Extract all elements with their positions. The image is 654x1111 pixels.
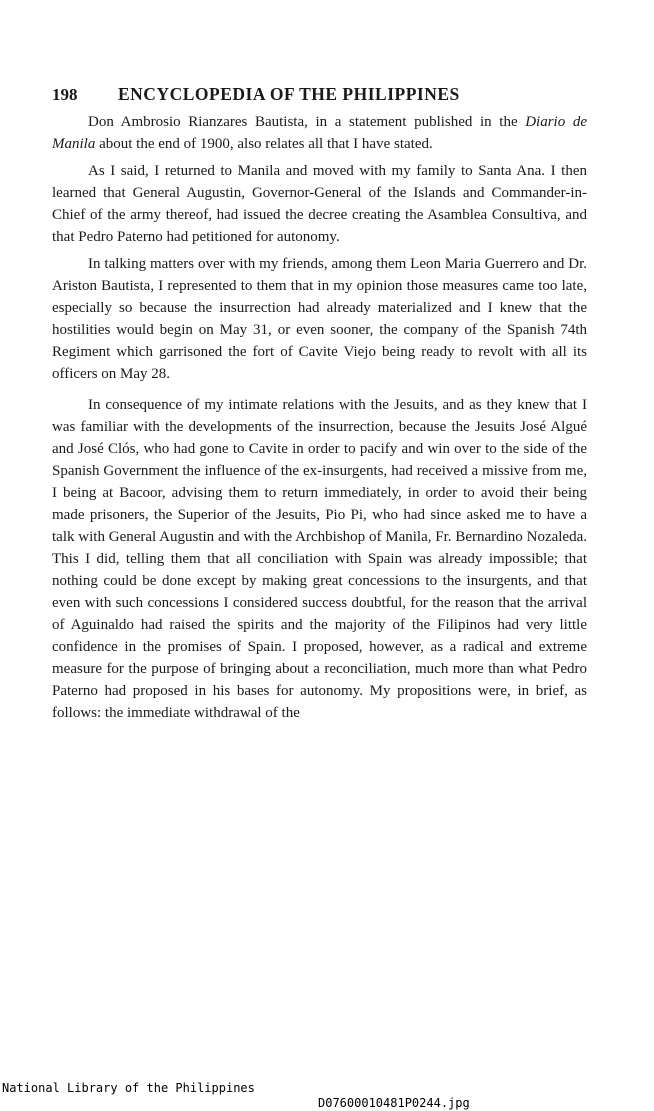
page-header [52, 84, 587, 105]
newspaper-title: Diario de Manila [52, 114, 587, 152]
footer-filename: D07600010481P0244.jpg [318, 1096, 470, 1110]
footer-library-name: National Library of the Philippines [2, 1081, 255, 1095]
paragraph-3: In talking matters over with my friends, among them Leon Maria Guerrero and Dr. Ariston Bautista, I represented to them that in my opinion those measures came too late, especially so because the insurrection had already materialized and I knew that the hostilities would begin on May 31, or even sooner, the company of the Spanish 74th Regiment which garrisoned the fort of Cavite Viejo being ready to revolt with all its officers on May 28. [52, 256, 587, 382]
paragraph-2: As I said, I returned to Manila and moved with my family to Santa Ana. I then learned that General Augustin, Governor-General of the Islands and Commander-in-Chief of the army thereof, had issued the decree creating the Asamblea Consultiva, and that Pedro Paterno had petitioned for autonomy. [52, 163, 587, 245]
running-head: ENCYCLOPEDIA OF THE PHILIPPINES [118, 84, 460, 104]
paragraph-1-text: Don Ambrosio Rianzares Bautista, in a statement published in the [88, 114, 526, 130]
scan-footer [0, 1066, 654, 1110]
paragraph-1-text-end: about the end of 1900, also relates all that I have stated. [95, 136, 433, 152]
page-number: 198 [52, 85, 78, 104]
paragraph-1 [52, 111, 587, 155]
page-body [52, 84, 587, 729]
paragraph-4: In consequence of my intimate relations with the Jesuits, and as they knew that I was familiar with the developments of the insurrection, because the Jesuits José Algué and José Clós, who had gone to Cavite in order to pacify and win over to the side of the Spanish Government the influence of the ex-insurgents, had received a missive from me, I being at Bacoor, advising them to return immediately, in order to avoid their being made prisoners, the Superior of the Jesuits, Pio Pi, who had since asked me to have a talk with General Augustin and with the Archbishop of Manila, Fr. Bernardino Nozaleda. This I did, telling them that all conciliation with Spain was already impossible; that nothing could be done except by making great concessions to the insurgents, and that even with such concessions I considered success doubtful, for the reason that the arrival of Aguinaldo had raised the spirits and the majority of the Filipinos had very little confidence in the promises of Spain. I proposed, however, as a radical and extreme measure for the purpose of bringing about a reconciliation, much more than what Pedro Paterno had proposed in his bases for autonomy. My propositions were, in brief, as follows: the immediate withdrawal of the [52, 397, 587, 721]
